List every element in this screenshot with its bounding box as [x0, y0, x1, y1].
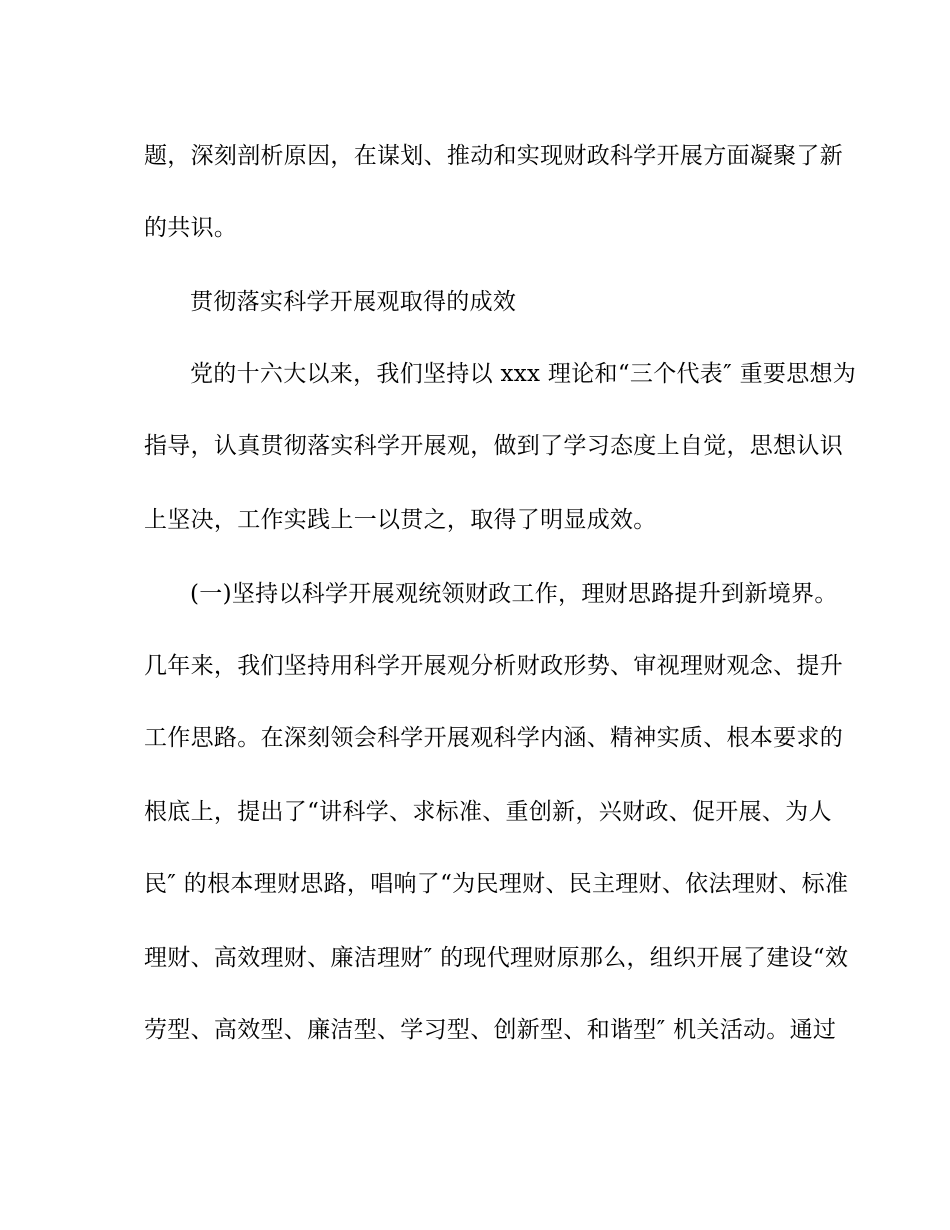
text-line: 理财、高效理财、廉洁理财″ 的现代理财原那么，组织开展了建设“效 — [144, 945, 849, 971]
text-line: 党的十六大以来，我们坚持以 xxx 理论和“三个代表″ 重要思想为 — [190, 361, 857, 387]
text-line: 上坚决，工作实践上一以贯之，取得了明显成效。 — [144, 507, 657, 533]
text-line: 民″ 的根本理财思路，唱响了“为民理财、民主理财、依法理财、标准 — [144, 871, 849, 897]
text-line: 指导，认真贯彻落实科学开展观，做到了学习态度上自觉，思想认识 — [144, 433, 843, 459]
text-line: 的共识。 — [144, 215, 238, 241]
text-line: 根底上，提出了“讲科学、求标准、重创新，兴财政、促开展、为人 — [144, 799, 832, 825]
text-line: 题，深刻剖析原因，在谋划、推动和实现财政科学开展方面凝聚了新 — [144, 143, 843, 169]
text-line: (一)坚持以科学开展观统领财政工作，理财思路提升到新境界。 — [190, 581, 838, 607]
text-line: 工作思路。在深刻领会科学开展观科学内涵、精神实质、根本要求的 — [144, 725, 843, 751]
section-heading: 贯彻落实科学开展观取得的成效 — [190, 289, 517, 315]
text-line: 几年来，我们坚持用科学开展观分析财政形势、审视理财观念、提升 — [144, 653, 843, 679]
text-line: 劳型、高效型、廉洁型、学习型、创新型、和谐型″ 机关活动。通过 — [144, 1017, 837, 1043]
